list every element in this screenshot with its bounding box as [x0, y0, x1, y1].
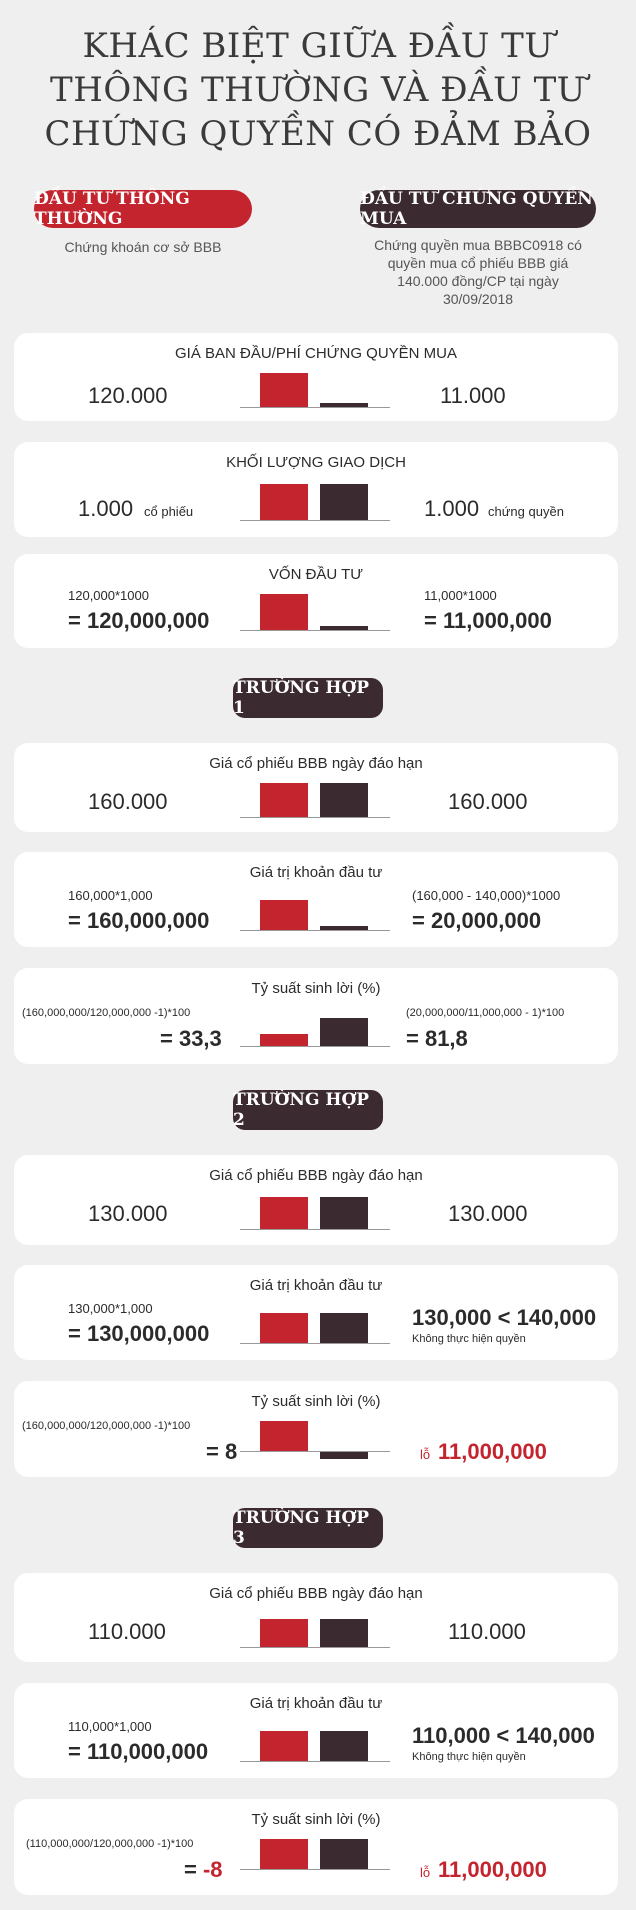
normal-bar: [260, 484, 308, 520]
warrant-bar: [320, 1313, 368, 1343]
card-title: VỐN ĐẦU TƯ: [268, 566, 364, 583]
case-2-yield-card: [14, 1381, 618, 1477]
case-2-price-card: [14, 1155, 618, 1245]
warrant-formula: (20,000,000/11,000,000 - 1)*100: [406, 1007, 565, 1019]
normal-formula: (160,000,000/120,000,000 -1)*100: [22, 1007, 191, 1019]
baseline: [240, 1229, 390, 1230]
warrant-volume: 1.000: [424, 496, 480, 521]
baseline: [240, 1343, 390, 1344]
warrant-note: Không thực hiện quyền: [412, 1333, 526, 1345]
case-1-yield-card: [14, 968, 618, 1064]
warrant-formula: 11,000*1000: [424, 588, 497, 603]
normal-bar: [260, 1731, 308, 1761]
normal-yield: = 8: [206, 1439, 238, 1464]
baseline: [240, 520, 390, 521]
warrant-bar: [320, 1018, 368, 1046]
case-3-label: TRƯỜNG HỢP 3: [233, 1508, 383, 1548]
normal-bar: [260, 1619, 308, 1647]
case-2-label: TRƯỜNG HỢP 2: [233, 1090, 383, 1130]
card-title: Giá cổ phiếu BBB ngày đáo hạn: [209, 755, 423, 772]
warrant-bar: [320, 484, 368, 520]
card-capital: [14, 554, 618, 648]
baseline: [240, 1761, 390, 1762]
normal-yield-eq: =: [184, 1857, 203, 1882]
normal-bar: [260, 900, 308, 930]
card-title: Tỷ suất sinh lời (%): [251, 1393, 381, 1410]
normal-value: 110.000: [88, 1619, 166, 1644]
warrant-investment-label: ĐẦU TƯ CHỨNG QUYỀN MUA: [360, 190, 596, 228]
baseline: [240, 1647, 390, 1648]
card-title: Giá trị khoản đầu tư: [249, 1695, 383, 1712]
normal-formula: 120,000*1000: [68, 588, 149, 603]
warrant-value: 110.000: [448, 1619, 526, 1644]
page-title: KHÁC BIỆT GIỮA ĐẦU TƯ THÔNG THƯỜNG VÀ ĐẦU TƯ CHỨNG QUYỀN CÓ ĐẢM BẢO: [44, 26, 592, 154]
card-volume: [14, 442, 618, 537]
normal-formula: (110,000,000/120,000,000 -1)*100: [26, 1838, 194, 1850]
warrant-capital: = 11,000,000: [424, 608, 552, 633]
case-3-yield-card: [14, 1799, 618, 1895]
normal-value: 120.000: [88, 383, 168, 408]
normal-volume: 1.000: [78, 496, 134, 521]
normal-investment-sub: Chứng khoán cơ sở BBB: [64, 239, 222, 255]
card-title: Giá trị khoản đầu tư: [249, 1277, 383, 1294]
warrant-value: 11.000: [440, 383, 506, 408]
warrant-bar: [320, 783, 368, 817]
baseline: [240, 630, 390, 631]
normal-bar: [260, 1197, 308, 1229]
case-3-value-card: [14, 1683, 618, 1778]
normal-value: = 160,000,000: [68, 908, 210, 933]
card-initial-price: [14, 333, 618, 421]
normal-yield: = 33,3: [160, 1026, 222, 1051]
warrant-bar: [320, 1731, 368, 1761]
warrant-value: 160.000: [448, 789, 528, 814]
card-title: Tỷ suất sinh lời (%): [251, 980, 381, 997]
case-3-price-card: [14, 1573, 618, 1662]
baseline: [240, 1869, 390, 1870]
baseline: [240, 1451, 390, 1452]
normal-formula: (160,000,000/120,000,000 -1)*100: [22, 1420, 191, 1432]
normal-unit: cổ phiếu: [144, 504, 194, 519]
warrant-bar: [320, 1451, 368, 1459]
normal-investment-label: ĐẦU TƯ THÔNG THƯỜNG: [34, 190, 252, 228]
normal-formula: 130,000*1,000: [68, 1301, 153, 1316]
normal-yield: -8: [202, 1857, 223, 1882]
case-1-value-card: [14, 852, 618, 947]
warrant-bar: [320, 1619, 368, 1647]
warrant-note: Không thực hiện quyền: [412, 1751, 526, 1763]
normal-formula: 160,000*1,000: [68, 888, 153, 903]
normal-capital: = 120,000,000: [68, 608, 210, 633]
baseline: [240, 817, 390, 818]
loss-prefix: lỗ: [420, 1865, 431, 1880]
warrant-investment-sub: Chứng quyền mua BBBC0918 có quyền mua cổ phiếu BBB giá 140.000 đồng/CP tại ngày 30/09/2018: [374, 237, 582, 307]
card-title: Giá cổ phiếu BBB ngày đáo hạn: [209, 1585, 423, 1602]
warrant-loss: 11,000,000: [438, 1857, 547, 1882]
baseline: [240, 1046, 390, 1047]
normal-value: = 130,000,000: [68, 1321, 210, 1346]
case-1-label: TRƯỜNG HỢP 1: [233, 678, 383, 718]
normal-value: 160.000: [88, 789, 168, 814]
card-title: GIÁ BAN ĐẦU/PHÍ CHỨNG QUYỀN MUA: [174, 345, 457, 362]
normal-bar: [260, 1421, 308, 1451]
normal-value: 130.000: [88, 1201, 168, 1226]
card-title: KHỐI LƯỢNG GIAO DỊCH: [226, 454, 406, 471]
baseline: [240, 930, 390, 931]
warrant-bar: [320, 1839, 368, 1869]
warrant-value: 130.000: [448, 1201, 528, 1226]
warrant-value: = 20,000,000: [412, 908, 542, 933]
baseline: [240, 407, 390, 408]
normal-value: = 110,000,000: [68, 1739, 209, 1764]
card-title: Giá trị khoản đầu tư: [249, 864, 383, 881]
warrant-formula: (160,000 - 140,000)*1000: [412, 888, 561, 903]
warrant-bar: [320, 1197, 368, 1229]
warrant-value: 130,000 < 140,000: [412, 1305, 597, 1330]
normal-bar: [260, 783, 308, 817]
warrant-unit: chứng quyền: [488, 504, 564, 519]
loss-prefix: lỗ: [420, 1447, 431, 1462]
warrant-value: 110,000 < 140,000: [412, 1723, 595, 1748]
card-title: Tỷ suất sinh lời (%): [251, 1811, 381, 1828]
normal-formula: 110,000*1,000: [68, 1719, 152, 1734]
case-2-value-card: [14, 1265, 618, 1360]
normal-bar: [260, 373, 308, 407]
normal-bar: [260, 594, 308, 630]
warrant-loss: 11,000,000: [438, 1439, 547, 1464]
normal-bar: [260, 1034, 308, 1046]
normal-bar: [260, 1839, 308, 1869]
case-1-price-card: [14, 743, 618, 832]
warrant-yield: = 81,8: [406, 1026, 468, 1051]
card-title: Giá cổ phiếu BBB ngày đáo hạn: [209, 1167, 423, 1184]
normal-bar: [260, 1313, 308, 1343]
